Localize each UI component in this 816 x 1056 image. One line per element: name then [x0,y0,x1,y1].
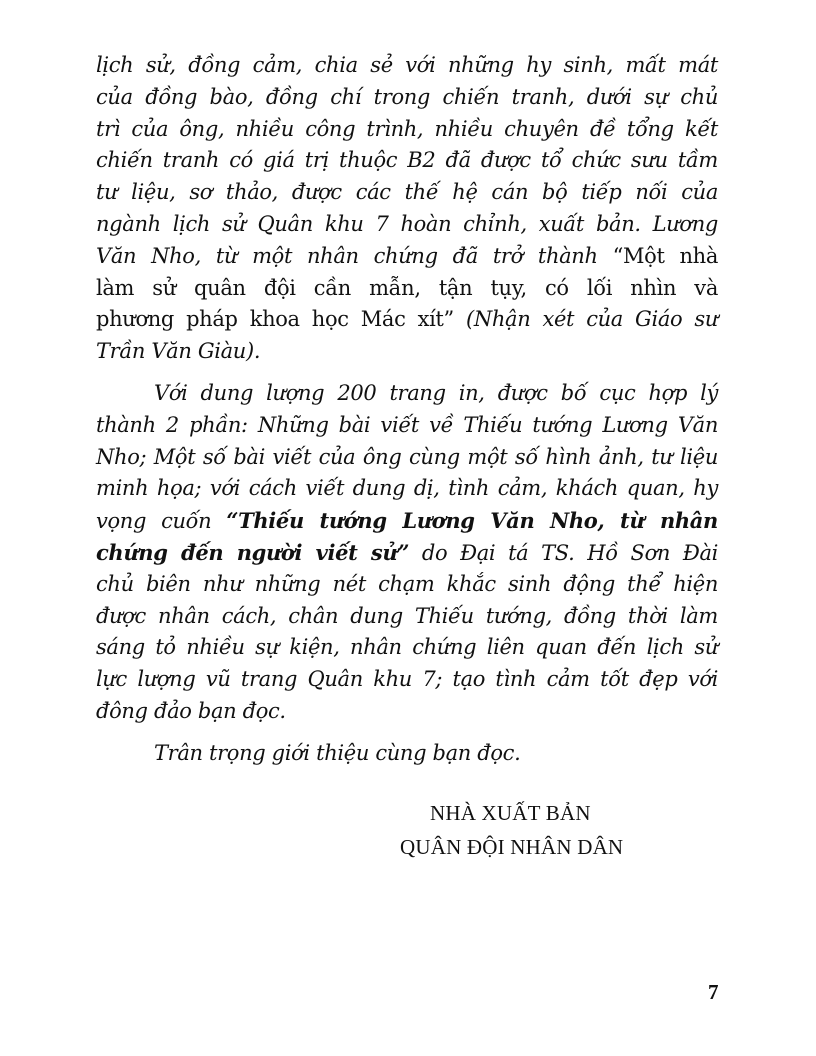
paragraph-2-line-6-italic: do Đại tá TS. Hồ Sơn Đài [409,540,719,565]
paragraph-1-line-9-quote: phương pháp khoa học Mác xít” [96,307,454,332]
paragraph-1-line-7-quote: “Một nhà [612,243,719,268]
paragraph-1-line-1: lịch sử, đồng cảm, chia sẻ với những hy sinh, mất mát [96,53,718,77]
book-title-part-1: “Thiếu tướng Lương Văn Nho, từ nhân [226,508,718,534]
paragraph-2-line-5 [96,505,718,537]
paragraph-1-line-4: chiến tranh có giá trị thuộc B2 đã được tổ chức sưu tầm [96,148,718,173]
paragraph-1-line-9 [96,304,718,336]
paragraph-2-line-6 [96,537,718,569]
book-title-part-2: chứng đến người viết sử” [96,539,410,565]
publisher-line-2: QUÂN ĐỘI NHÂN DÂN [400,835,624,859]
paragraph-1-line-9-italic: (Nhận xét của Giáo sư [453,307,718,332]
paragraph-2-line-3: Nho; Một số bài viết của ông cùng một số hình ảnh, tư liệu [96,444,718,469]
paragraph-2-line-8: được nhân cách, chân dung Thiếu tướng, đồng thời làm [96,603,718,628]
paragraph-1 [96,50,718,368]
paragraph-1-line-7-italic: Văn Nho, từ một nhân chứng đã trở thành [96,243,613,268]
publisher-signature [400,796,623,864]
document-body [96,50,718,770]
page-number: 7 [708,980,719,1004]
paragraph-2-line-10: lực lượng vũ trang Quân khu 7; tạo tình cảm tốt đẹp với [96,667,718,692]
paragraph-2-line-1: Với dung lượng 200 trang in, được bố cục hợp lý [154,380,718,405]
paragraph-2 [96,378,718,728]
paragraph-2-line-9: sáng tỏ nhiều sự kiện, nhân chứng liên quan đến lịch sử [96,635,718,660]
paragraph-1-line-8: làm sử quân đội cần mẫn, tận tụy, có lối nhìn và [96,275,718,300]
paragraph-1-line-10: Trần Văn Giàu). [96,339,261,364]
paragraph-1-line-2: của đồng bào, đồng chí trong chiến tranh, dưới sự chủ [96,84,718,109]
closing-line: Trân trọng giới thiệu cùng bạn đọc. [154,740,521,765]
paragraph-1-line-6: ngành lịch sử Quân khu 7 hoàn chỉnh, xuất bản. Lương [96,211,718,236]
paragraph-1-line-3: trì của ông, nhiều công trình, nhiều chuyên đề tổng kết [96,116,718,141]
paragraph-1-line-5: tư liệu, sơ thảo, được các thế hệ cán bộ tiếp nối của [96,180,718,205]
paragraph-2-line-5-italic: vọng cuốn [96,509,227,534]
publisher-line-1: NHÀ XUẤT BẢN [430,801,591,825]
paragraph-1-line-7 [96,241,718,273]
paragraph-2-line-7: chủ biên như những nét chạm khắc sinh động thể hiện [96,571,718,596]
paragraph-2-line-11: đông đảo bạn đọc. [96,698,286,723]
paragraph-2-line-2: thành 2 phần: Những bài viết về Thiếu tướng Lương Văn [96,412,718,437]
paragraph-2-line-4: minh họa; với cách viết dung dị, tình cảm, khách quan, hy [96,476,718,501]
